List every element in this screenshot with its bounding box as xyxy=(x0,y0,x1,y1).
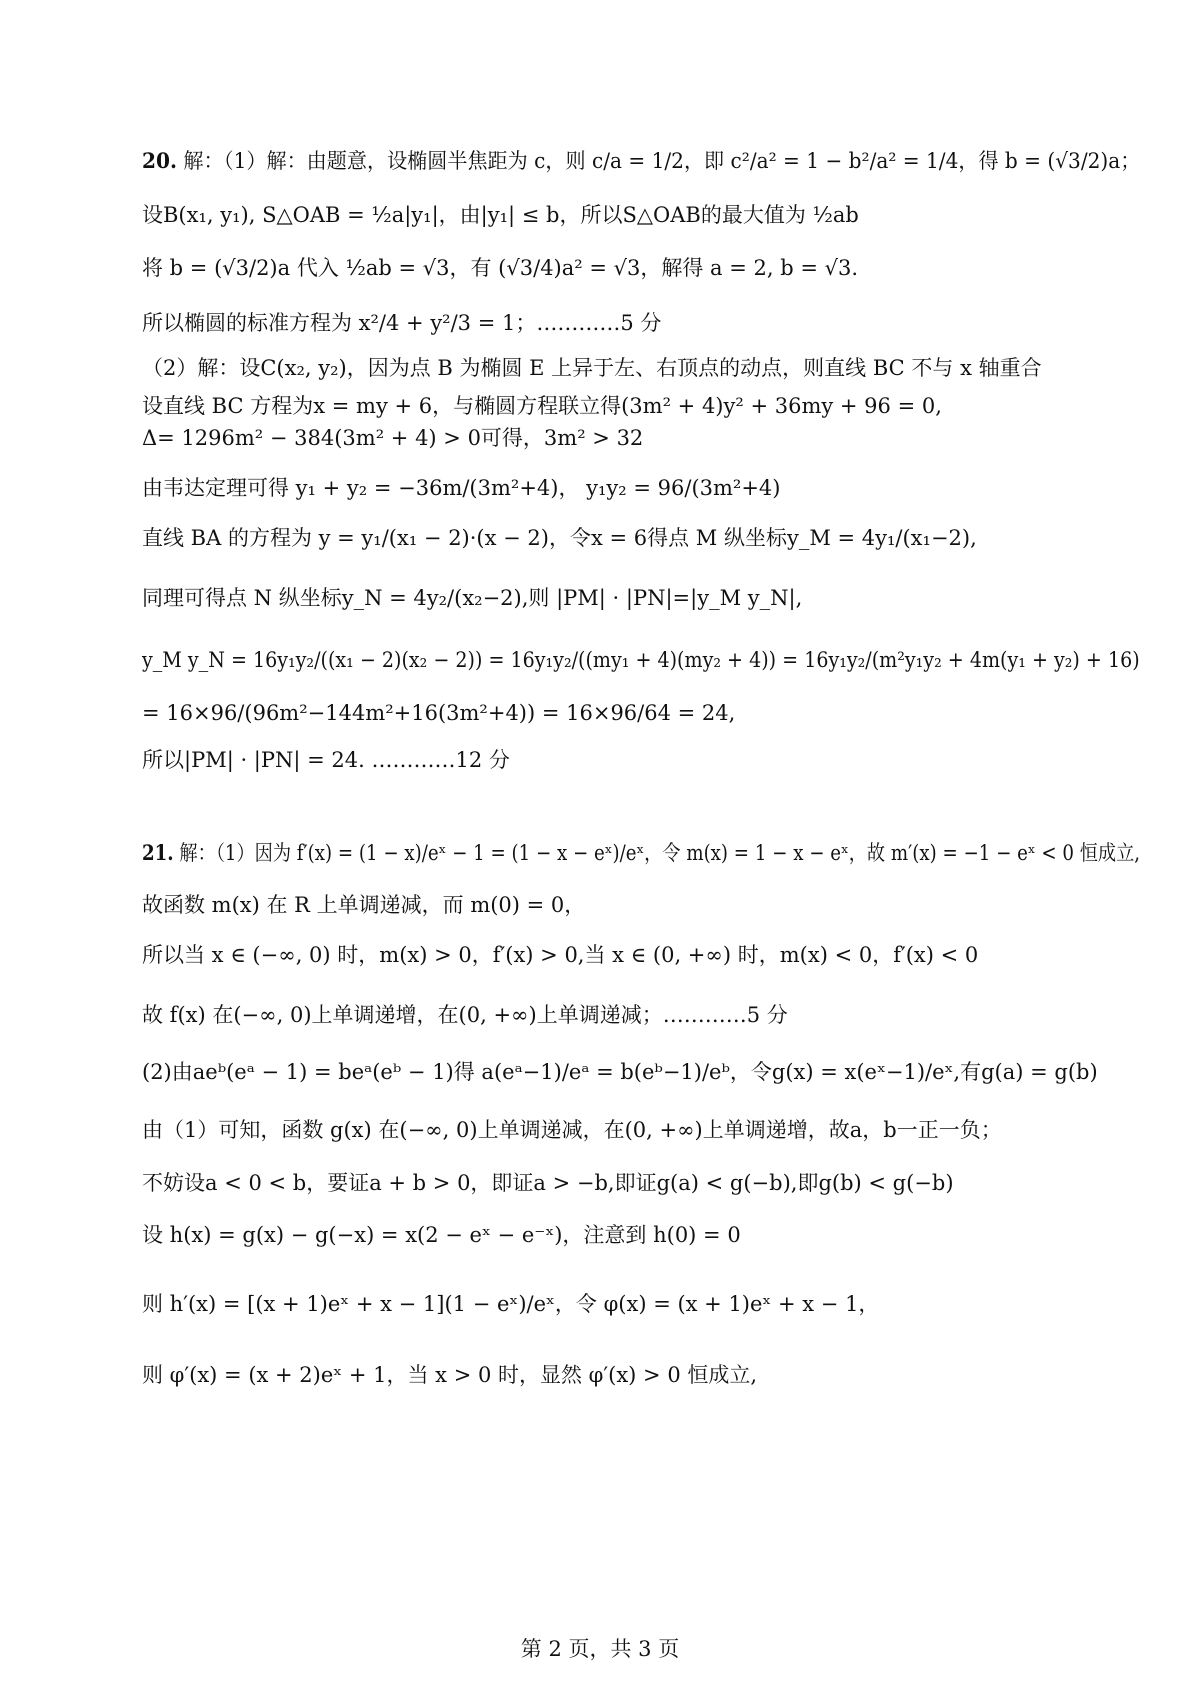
text-line: 由韦达定理可得 y₁ + y₂ = −36m/(3m²+4)， y₁y₂ = 96/(3m²+4) xyxy=(142,476,781,500)
text-line: 所以|PM| · |PN| = 24. …………12 分 xyxy=(142,748,510,772)
text-line: 21. 解：（1）因为 f′(x) = (1 − x)/eˣ − 1 = (1 − x − eˣ)/eˣ，令 m(x) = 1 − x − eˣ，故 m′(x) = −1 − eˣ < 0 恒成立, xyxy=(142,840,1141,865)
text-line: 设 h(x) = g(x) − g(−x) = x(2 − eˣ − e⁻ˣ)，注意到 h(0) = 0 xyxy=(142,1223,741,1247)
text-line: 由（1）可知，函数 g(x) 在(−∞, 0)上单调递减，在(0, +∞)上单调递增，故a，b一正一负； xyxy=(142,1118,1002,1142)
text-line: (2)由aeᵇ(eᵃ − 1) = beᵃ(eᵇ − 1)得 a(eᵃ−1)/eᵃ = b(eᵇ−1)/eᵇ，令g(x) = x(eˣ−1)/eˣ,有g(a) = g(b) xyxy=(142,1060,1098,1084)
text-line: （2）解：设C(x₂, y₂)，因为点 B 为椭圆 E 上异于左、右顶点的动点，则直线 BC 不与 x 轴重合 xyxy=(142,356,1042,380)
problem-number: 20. xyxy=(142,148,177,173)
text-line: 则 φ′(x) = (x + 2)eˣ + 1，当 x > 0 时，显然 φ′(x) > 0 恒成立, xyxy=(142,1363,758,1387)
text-line: 将 b = (√3/2)a 代入 ½ab = √3，有 (√3/4)a² = √3，解得 a = 2, b = √3. xyxy=(142,256,859,280)
text-line: 20. 解：（1）解：由题意，设椭圆半焦距为 c，则 c/a = 1/2，即 c²/a² = 1 − b²/a² = 1/4，得 b = (√3/2)a； xyxy=(142,148,1141,173)
problem-number: 21. xyxy=(142,840,174,865)
text-line: 所以椭圆的标准方程为 x²/4 + y²/3 = 1；…………5 分 xyxy=(142,311,662,335)
text-line: 故 f(x) 在(−∞, 0)上单调递增，在(0, +∞)上单调递减；…………5 分 xyxy=(142,1003,788,1027)
text-line: 设直线 BC 方程为x = my + 6，与椭圆方程联立得(3m² + 4)y² + 36my + 96 = 0, xyxy=(142,394,942,418)
text-line: = 16×96/(96m²−144m²+16(3m²+4)) = 16×96/64 = 24, xyxy=(142,701,736,725)
text-line: 故函数 m(x) 在 R 上单调递减，而 m(0) = 0， xyxy=(142,893,586,917)
text-line: Δ= 1296m² − 384(3m² + 4) > 0可得，3m² > 32 xyxy=(142,426,644,450)
text-line: 直线 BA 的方程为 y = y₁/(x₁ − 2)·(x − 2)，令x = 6得点 M 纵坐标y_M = 4y₁/(x₁−2), xyxy=(142,526,977,550)
text-line: 则 h′(x) = [(x + 1)eˣ + x − 1](1 − eˣ)/eˣ，令 φ(x) = (x + 1)eˣ + x − 1， xyxy=(142,1292,880,1316)
text-line: 同理可得点 N 纵坐标y_N = 4y₂/(x₂−2),则 |PM| · |PN|=|y_M y_N|, xyxy=(142,586,803,610)
page-footer: 第 2 页，共 3 页 xyxy=(520,1637,680,1661)
text-line: 所以当 x ∈ (−∞, 0) 时，m(x) > 0，f′(x) > 0,当 x ∈ (0, +∞) 时，m(x) < 0，f′(x) < 0 xyxy=(142,943,979,967)
text-line: 设B(x₁, y₁), S△OAB = ½a|y₁|，由|y₁| ≤ b，所以S△OAB的最大值为 ½ab xyxy=(142,203,859,227)
text-line: y_M y_N = 16y₁y₂/((x₁ − 2)(x₂ − 2)) = 16y₁y₂/((my₁ + 4)(my₂ + 4)) = 16y₁y₂/(m²y₁y₂ + 4m(y₁ + y₂) + 16) xyxy=(142,648,1140,672)
text-line: 不妨设a < 0 < b，要证a + b > 0，即证a > −b,即证g(a) < g(−b),即g(b) < g(−b) xyxy=(142,1171,954,1195)
